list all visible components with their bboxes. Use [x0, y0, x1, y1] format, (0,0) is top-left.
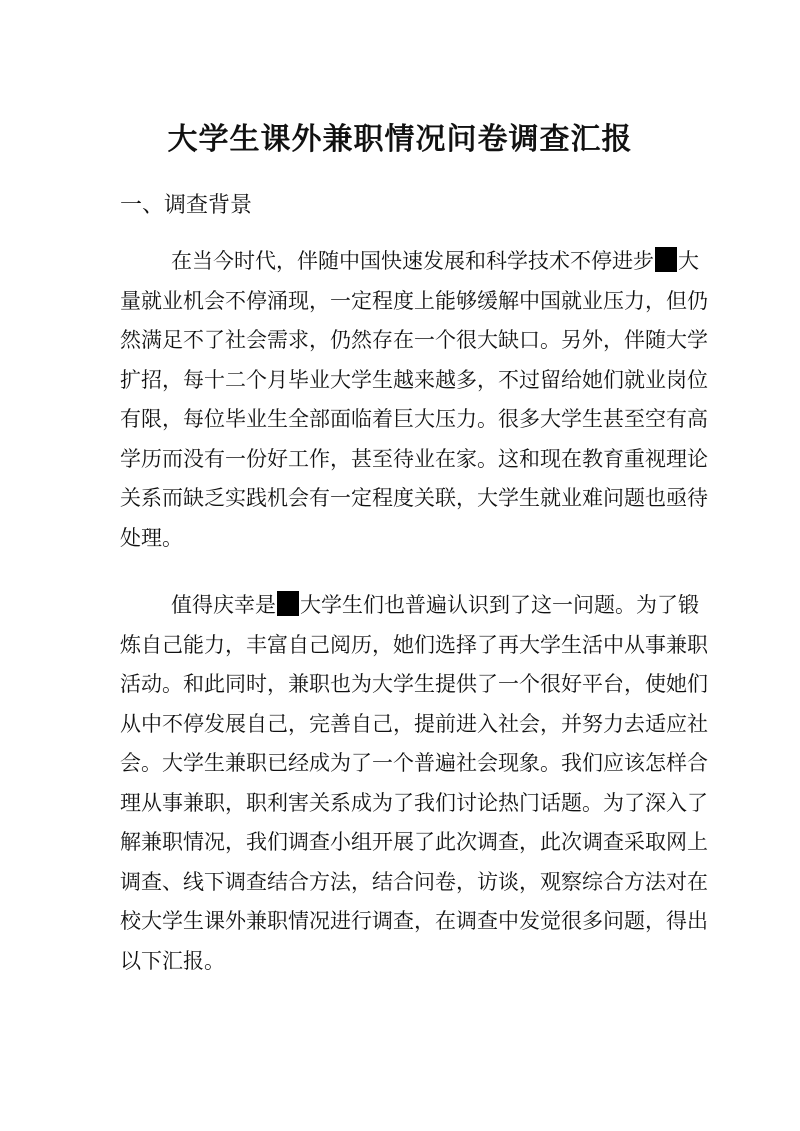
paragraph-line	[120, 400, 708, 440]
paragraph-line	[120, 823, 708, 863]
text-segment: 会。大学生兼职已经成为了一个普遍社会现象。我们应该怎样合	[120, 751, 708, 775]
text-segment: 处理。	[120, 525, 183, 550]
text-segment: 扩招，每十二个月毕业大学生越来越多，不过留给她们就业岗位	[120, 367, 708, 392]
paragraph-line	[120, 626, 708, 666]
paragraph-line	[120, 586, 699, 626]
paragraph-line	[120, 784, 708, 824]
redaction-block	[277, 591, 299, 616]
paragraph-background	[120, 242, 708, 558]
text-segment: 从中不停发展自己，完善自己，提前进入社会，并努力去适应社	[120, 711, 708, 736]
paragraph-line	[120, 282, 708, 322]
paragraph-line	[120, 321, 708, 361]
text-segment: 炼自己能力，丰富自己阅历，她们选择了再大学生活中从事兼职	[120, 632, 708, 657]
text-segment: 活动。和此同时，兼职也为大学生提供了一个很好平台，使她们	[120, 672, 708, 696]
text-segment: 学历而没有一份好工作，甚至待业在家。这和现在教育重视理论	[120, 446, 708, 471]
paragraph-line	[120, 440, 708, 480]
paragraph-line	[120, 665, 708, 705]
paragraph-line	[120, 942, 680, 982]
text-segment: 校大学生课外兼职情况进行调查，在调查中发觉很多问题，得出	[120, 909, 708, 933]
text-segment: 理从事兼职，职利害关系成为了我们讨论热门话题。为了深入了	[120, 790, 708, 815]
text-segment: 量就业机会不停涌现，一定程度上能够缓解中国就业压力，但仍	[120, 288, 708, 313]
text-segment: 有限，每位毕业生全部面临着巨大压力。很多大学生甚至空有高	[120, 407, 708, 431]
paragraph-line	[120, 519, 680, 559]
text-segment: 解兼职情况，我们调查小组开展了此次调查，此次调查采取网上	[120, 830, 708, 854]
paragraph-line	[120, 479, 708, 519]
text-segment: 调查、线下调查结合方法，结合问卷，访谈，观察综合方法对在	[120, 869, 708, 894]
paragraph-part-time	[120, 586, 708, 981]
paragraph-line	[120, 361, 708, 401]
paragraph-line	[120, 705, 708, 745]
paragraph-line	[120, 902, 708, 942]
redaction-block	[655, 247, 677, 272]
text-segment: 然满足不了社会需求，仍然存在一个很大缺口。另外，伴随大学	[120, 328, 708, 352]
text-segment: 以下汇报。	[120, 948, 225, 973]
text-segment: 关系而缺乏实践机会有一定程度关联，大学生就业难问题也亟待	[120, 486, 708, 510]
text-segment: 在当今时代，伴随中国快速发展和科学技术不停进步	[171, 249, 654, 273]
text-segment: 大	[678, 249, 699, 273]
section-heading: 一、调查背景	[120, 193, 253, 218]
document-title: 大学生课外兼职情况问卷调查汇报	[167, 122, 633, 157]
text-segment: 大学生们也普遍认识到了这一问题。为了锻	[300, 593, 699, 617]
paragraph-line	[120, 242, 699, 282]
text-segment: 值得庆幸是	[171, 593, 276, 617]
paragraph-line	[120, 744, 708, 784]
paragraph-line	[120, 863, 708, 903]
